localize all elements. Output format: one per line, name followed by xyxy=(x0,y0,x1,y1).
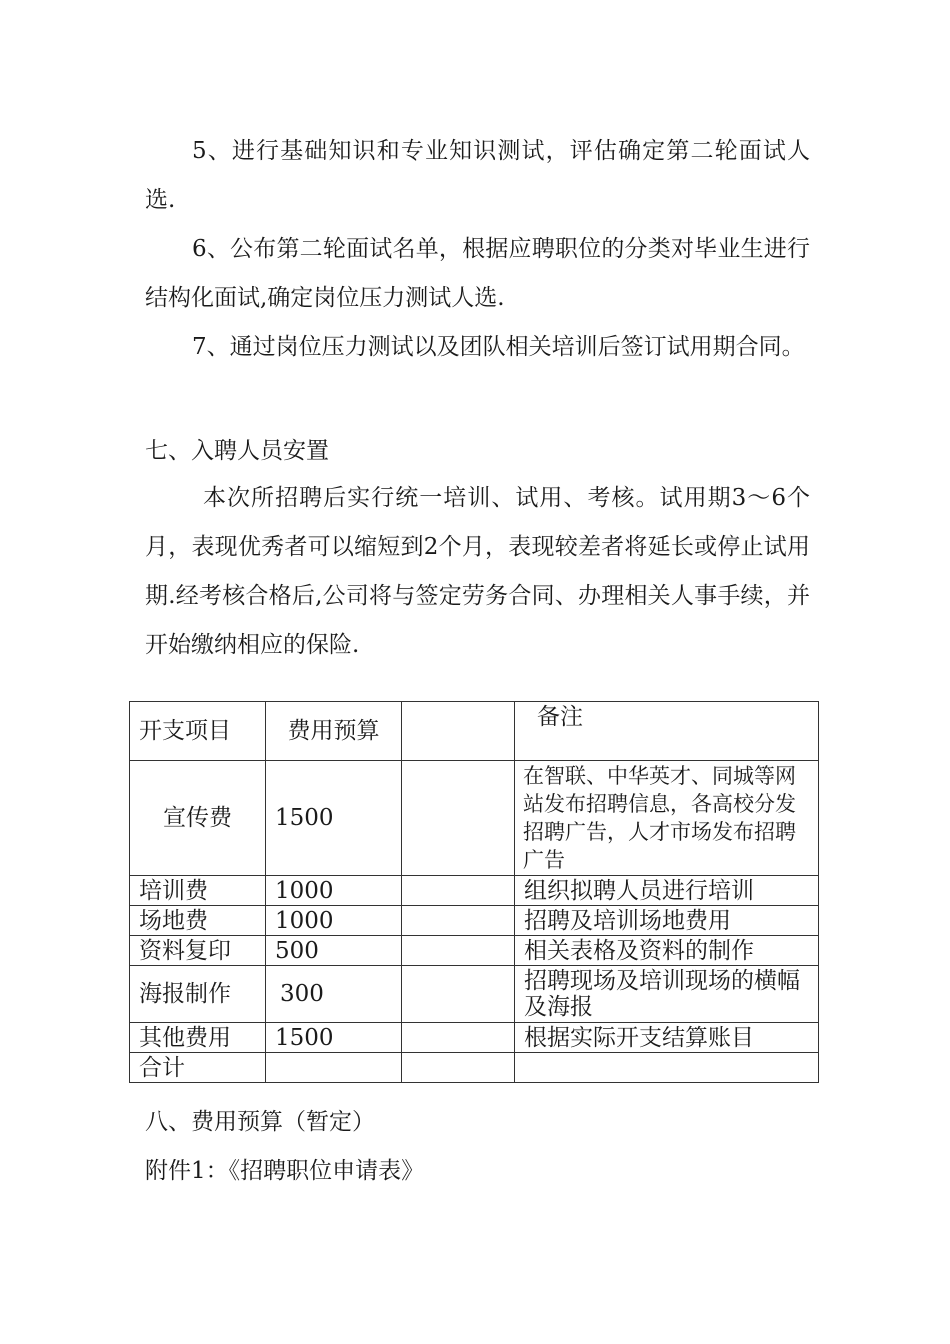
cell-note: 组织拟聘人员进行培训 xyxy=(515,876,819,906)
header-note: 备注 xyxy=(515,702,819,761)
cell-budget xyxy=(266,1053,402,1083)
cell-item: 海报制作 xyxy=(130,966,266,1023)
cell-budget: 1500 xyxy=(266,761,402,876)
section-8-heading: 八、费用预算（暂定） xyxy=(145,1109,375,1135)
cell-budget: 1000 xyxy=(266,906,402,936)
cell-note: 招聘及培训场地费用 xyxy=(515,906,819,936)
cell-blank xyxy=(402,876,515,906)
header-blank xyxy=(402,702,515,761)
cell-blank xyxy=(402,761,515,876)
budget-table xyxy=(129,701,819,1083)
section-7-body: 本次所招聘后实行统一培训、试用、考核。试用期3～6个月，表现优秀者可以缩短到2个月，表现较差者将延长或停止试用期.经考核合格后,公司将与签定劳务合同、办理相关人事手续，并开始缴纳相应的保险. xyxy=(145,485,810,658)
cell-item: 场地费 xyxy=(130,906,266,936)
paragraph-step-7: 7、通过岗位压力测试以及团队相关培训后签订试用期合同。 xyxy=(192,334,805,360)
cell-note: 根据实际开支结算账目 xyxy=(515,1023,819,1053)
header-item: 开支项目 xyxy=(130,702,266,761)
cell-budget: 1500 xyxy=(266,1023,402,1053)
table-row xyxy=(130,906,819,936)
cell-item: 合计 xyxy=(130,1053,266,1083)
table-row xyxy=(130,966,819,1023)
cell-budget: 500 xyxy=(266,936,402,966)
table-row-total xyxy=(130,1053,819,1083)
cell-blank xyxy=(402,1053,515,1083)
cell-item: 培训费 xyxy=(130,876,266,906)
cell-budget: 1000 xyxy=(266,876,402,906)
cell-blank xyxy=(402,1023,515,1053)
table-row xyxy=(130,936,819,966)
paragraph-step-6: 6、公布第二轮面试名单，根据应聘职位的分类对毕业生进行结构化面试,确定岗位压力测试人选. xyxy=(145,236,810,311)
section-7-heading: 七、入聘人员安置 xyxy=(145,438,329,464)
attachment-line: 附件1：《招聘职位申请表》 xyxy=(145,1158,425,1184)
cell-blank xyxy=(402,936,515,966)
cell-note: 相关表格及资料的制作 xyxy=(515,936,819,966)
cell-blank xyxy=(402,966,515,1023)
table-row xyxy=(130,876,819,906)
cell-item: 宣传费 xyxy=(130,761,266,876)
cell-note xyxy=(515,1053,819,1083)
cell-blank xyxy=(402,906,515,936)
table-row xyxy=(130,761,819,876)
cell-item: 其他费用 xyxy=(130,1023,266,1053)
table-row xyxy=(130,1023,819,1053)
paragraph-step-5: 5、进行基础知识和专业知识测试，评估确定第二轮面试人选. xyxy=(145,138,810,213)
cell-note: 在智联、中华英才、同城等网站发布招聘信息，各高校分发招聘广告，人才市场发布招聘广告 xyxy=(515,761,819,876)
cell-budget: 300 xyxy=(266,966,402,1023)
table-header-row xyxy=(130,702,819,761)
header-budget: 费用预算 xyxy=(266,702,402,761)
cell-item: 资料复印 xyxy=(130,936,266,966)
cell-note: 招聘现场及培训现场的横幅及海报 xyxy=(515,966,819,1023)
